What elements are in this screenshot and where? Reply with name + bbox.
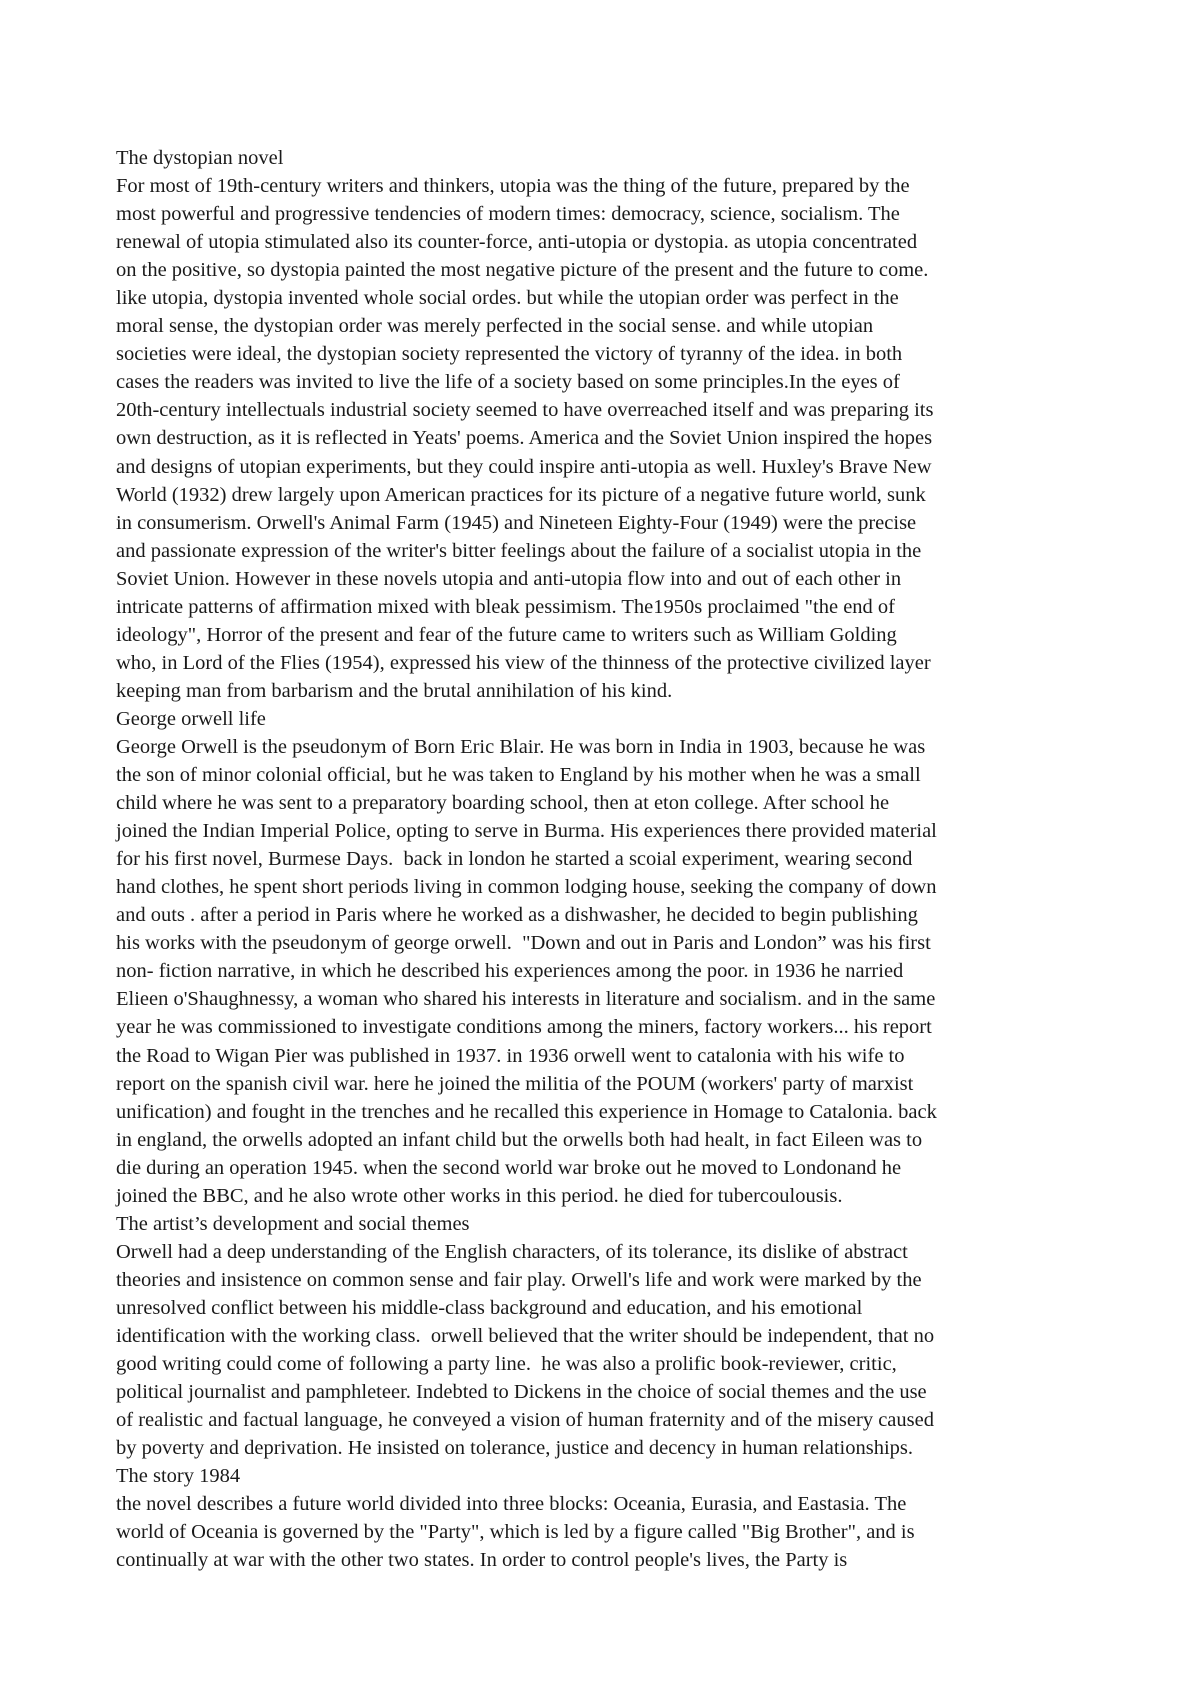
text-line: The dystopian novel: [116, 147, 284, 169]
text-line: in consumerism. Orwell's Animal Farm (1945) and Nineteen Eighty-Four (1949) were the precise: [116, 511, 917, 534]
text-line: The story 1984: [116, 1465, 241, 1488]
text-line: his works with the pseudonym of george orwell. "Down and out in Paris and London” was his first: [116, 932, 931, 955]
text-line: unresolved conflict between his middle-class background and education, and his emotional: [116, 1296, 863, 1319]
text-line: in england, the orwells adopted an infant child but the orwells both had healt, in fact Eileen was to: [116, 1128, 923, 1151]
text-line: identification with the working class. orwell believed that the writer should be independent, that no: [116, 1324, 935, 1347]
text-line: joined the BBC, and he also wrote other works in this period. he died for tubercoulousis.: [116, 1184, 843, 1207]
text-line: Soviet Union. However in these novels utopia and anti-utopia flow into and out of each other in: [116, 567, 902, 590]
text-line: theories and insistence on common sense and fair play. Orwell's life and work were marked by the: [116, 1268, 922, 1291]
text-line: political journalist and pamphleteer. Indebted to Dickens in the choice of social themes and the use: [116, 1381, 927, 1404]
text-line: Elieen o'Shaughnessy, a woman who shared his interests in literature and socialism. and in the same: [116, 988, 936, 1011]
text-line: George Orwell is the pseudonym of Born Eric Blair. He was born in India in 1903, because he was: [116, 735, 926, 758]
text-line: by poverty and deprivation. He insisted on tolerance, justice and decency in human relationships.: [116, 1437, 913, 1460]
text-line: continually at war with the other two states. In order to control people's lives, the Party is: [116, 1549, 848, 1572]
text-line: and passionate expression of the writer's bitter feelings about the failure of a socialist utopia in the: [116, 539, 922, 562]
text-line: Orwell had a deep understanding of the English characters, of its tolerance, its dislike of abstract: [116, 1240, 908, 1263]
text-line: for his first novel, Burmese Days. back in london he started a scoial experiment, wearing second: [116, 848, 913, 871]
text-line: of realistic and factual language, he conveyed a vision of human fraternity and of the misery caused: [116, 1409, 934, 1432]
document-body: [116, 144, 1096, 1574]
text-line: world of Oceania is governed by the "Party", which is led by a figure called "Big Brother", and is: [116, 1521, 915, 1544]
text-line: joined the Indian Imperial Police, opting to serve in Burma. His experiences there provided material: [116, 820, 937, 843]
text-line: keeping man from barbarism and the brutal annihilation of his kind.: [116, 679, 673, 702]
text-line: For most of 19th-century writers and thinkers, utopia was the thing of the future, prepared by the: [116, 175, 910, 198]
text-line: good writing could come of following a party line. he was also a prolific book-reviewer, critic,: [116, 1353, 897, 1376]
text-line: hand clothes, he spent short periods living in common lodging house, seeking the company of down: [116, 876, 937, 899]
text-line: and outs . after a period in Paris where he worked as a dishwasher, he decided to begin publishing: [116, 904, 918, 927]
text-line: who, in Lord of the Flies (1954), expressed his view of the thinness of the protective civilized layer: [116, 651, 931, 674]
text-line: on the positive, so dystopia painted the most negative picture of the present and the future to come.: [116, 259, 929, 282]
text-line: The artist’s development and social themes: [116, 1212, 470, 1235]
text-line: child where he was sent to a preparatory boarding school, then at eton college. After school he: [116, 792, 890, 815]
text-line: cases the readers was invited to live the life of a society based on some principles.In the eyes of: [116, 371, 900, 394]
text-line: unification) and fought in the trenches and he recalled this experience in Homage to Catalonia. back: [116, 1100, 937, 1123]
text-line: the novel describes a future world divided into three blocks: Oceania, Eurasia, and Eastasia. The: [116, 1493, 907, 1516]
text-line: 20th-century intellectuals industrial society seemed to have overreached itself and was preparing its: [116, 399, 934, 422]
text-line: non- fiction narrative, in which he described his experiences among the poor. in 1936 he narried: [116, 960, 904, 983]
text-line: and designs of utopian experiments, but they could inspire anti-utopia as well. Huxley's Brave New: [116, 455, 932, 478]
text-line: the son of minor colonial official, but he was taken to England by his mother when he was a small: [116, 764, 921, 787]
text-line: ideology", Horror of the present and fear of the future came to writers such as William Golding: [116, 623, 897, 646]
text-line: renewal of utopia stimulated also its counter-force, anti-utopia or dystopia. as utopia concentrated: [116, 231, 918, 254]
text-line: intricate patterns of affirmation mixed with bleak pessimism. The1950s proclaimed "the end of: [116, 595, 896, 618]
text-line: moral sense, the dystopian order was merely perfected in the social sense. and while utopian: [116, 315, 874, 338]
text-line: most powerful and progressive tendencies of modern times: democracy, science, socialism. The: [116, 203, 900, 226]
text-line: societies were ideal, the dystopian society represented the victory of tyranny of the idea. in both: [116, 343, 903, 366]
text-line: own destruction, as it is reflected in Yeats' poems. America and the Soviet Union inspired the hopes: [116, 427, 933, 450]
text-line: George orwell life: [116, 707, 266, 730]
text-line: year he was commissioned to investigate conditions among the miners, factory workers... his report: [116, 1016, 932, 1039]
text-line: report on the spanish civil war. here he joined the militia of the POUM (workers' party of marxist: [116, 1072, 914, 1095]
text-line: the Road to Wigan Pier was published in 1937. in 1936 orwell went to catalonia with his wife to: [116, 1044, 905, 1067]
text-line: like utopia, dystopia invented whole social ordes. but while the utopian order was perfect in the: [116, 287, 899, 310]
text-line: World (1932) drew largely upon American practices for its picture of a negative future world, sunk: [116, 483, 926, 506]
text-line: die during an operation 1945. when the second world war broke out he moved to Londonand he: [116, 1156, 902, 1179]
